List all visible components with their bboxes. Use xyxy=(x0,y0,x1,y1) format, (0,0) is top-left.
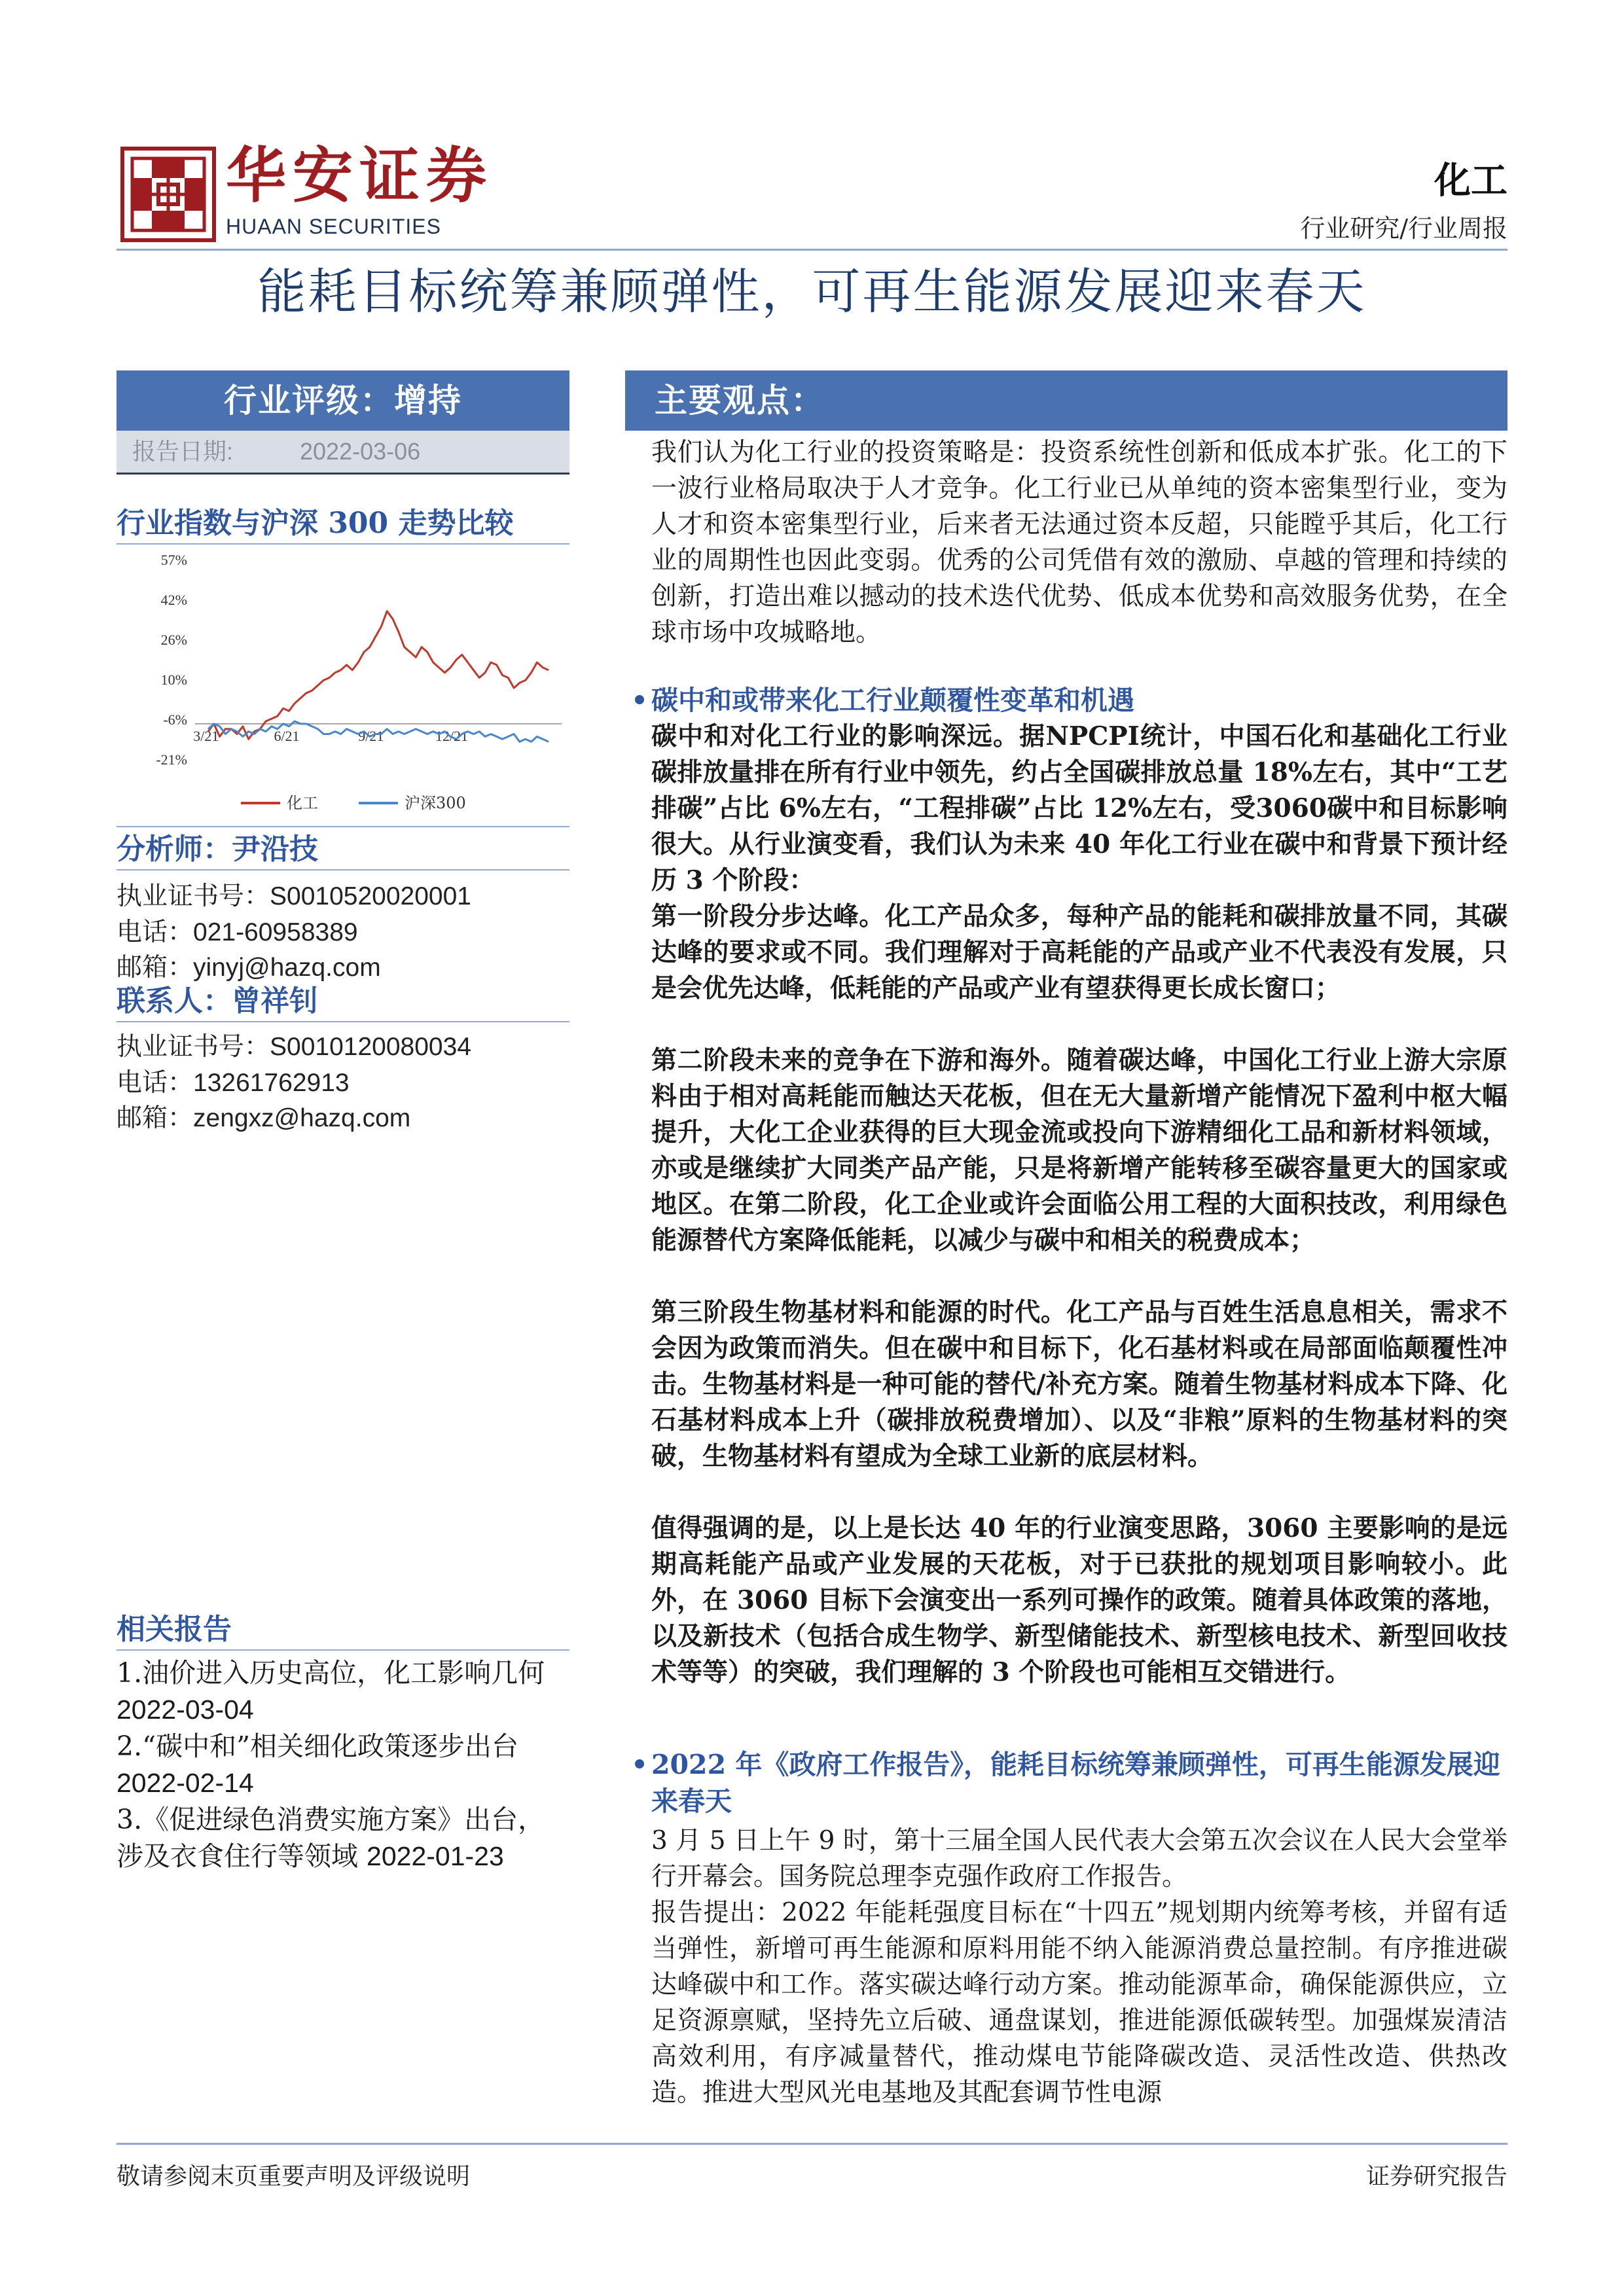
related-report-2-title: 2.“碳中和”相关细化政策逐步出台 xyxy=(117,1731,519,1762)
contact-heading-rule xyxy=(117,1021,569,1022)
index-comparison-chart xyxy=(117,543,569,818)
x-tick-label: 12/21 xyxy=(435,727,469,744)
bullet-1-icon xyxy=(635,695,644,704)
bullet-2-icon xyxy=(635,1759,644,1768)
related-report-3[interactable] xyxy=(117,1801,569,1874)
related-report-2[interactable] xyxy=(117,1728,569,1801)
contact-phone: 电话：13261762913 xyxy=(117,1069,350,1097)
related-report-1-title: 1.油价进入历史高位，化工影响几何 xyxy=(117,1657,545,1689)
logo-english-name: HUAAN SECURITIES xyxy=(226,215,441,238)
intro-paragraph: 我们认为化工行业的投资策略是：投资系统性创新和低成本扩张。化工的下一波行业格局取决于人才竞争。化工行业已从单纯的资本密集型行业，变为人才和资本密集型行业，后来者无法通过资本反超，只能瞠乎其后，化工行业的周期性也因此变弱。优秀的公司凭借有效的激励、卓越的管理和持续的创新，打造出难以撼动的技术迭代优势、低成本优势和高效服务优势，在全球市场中攻城略地。 xyxy=(651,438,1507,647)
legend-label: 化工 xyxy=(287,794,318,812)
industry-rating: 行业评级：增持 xyxy=(117,370,569,431)
bullet-2-para-1: 3 月 5 日上午 9 时，第十三届全国人民代表大会第五次会议在人民大会堂举行开幕会。国务院总理李克强作政府工作报告。 xyxy=(651,1826,1507,1892)
report-title: 能耗目标统筹兼顾弹性，可再生能源发展迎来春天 xyxy=(257,264,1367,320)
header-divider xyxy=(117,249,1507,251)
y-tick-label: 26% xyxy=(160,632,187,648)
contact-cert: 执业证书号：S0010120080034 xyxy=(117,1033,471,1061)
report-date-row xyxy=(117,431,569,475)
analyst-email[interactable]: 邮箱：yinyj@hazq.com xyxy=(117,954,381,982)
analyst-top-rule xyxy=(117,826,569,827)
huaan-logo-icon xyxy=(120,147,216,242)
bullet-2-title: 2022 年《政府工作报告》，能耗目标统筹兼顾弹性，可再生能源发展迎来春天 xyxy=(651,1749,1500,1817)
y-tick-label: -21% xyxy=(156,751,187,768)
y-tick-label: 57% xyxy=(160,552,187,568)
x-tick-label: 3/21 xyxy=(193,727,219,744)
report-date-label: 报告日期: xyxy=(132,438,234,465)
contact-email[interactable]: 邮箱：zengxz@hazq.com xyxy=(117,1104,411,1132)
bullet-2-para-2: 报告提出：2022 年能耗强度目标在“十四五”规划期内统筹考核，并留有适当弹性，新增可再生能源和原料用能不纳入能源消费总量控制。有序推进碳达峰碳中和工作。落实碳达峰行动方案。推动能源革命，确保能源供应，立足资源禀赋，坚持先立后破、通盘谋划，推进能源低碳转型。加强煤炭清洁高效利用，有序减量替代，推动煤电节能降碳改造、灵活性改造、供热改造。推进大型风光电基地及其配套调节性电源 xyxy=(651,1898,1507,2108)
x-tick-label: 9/21 xyxy=(358,727,384,744)
y-tick-label: -6% xyxy=(163,711,187,728)
related-report-1-date: 2022-03-04 xyxy=(117,1695,254,1725)
analyst-heading-rule xyxy=(117,869,569,870)
bullet-1-para-3: 第二阶段未来的竞争在下游和海外。随着碳达峰，中国化工行业上游大宗原料由于相对高耗能而触达天花板，但在无大量新增产能情况下盈利中枢大幅提升，大化工企业获得的巨大现金流或投向下游精细化工品和新材料领域，亦或是继续扩大同类产品产能，只是将新增产能转移至碳容量更大的国家或地区。在第二阶段，化工企业或许会面临公用工程的大面积技改，利用绿色能源替代方案降低能耗，以减少与碳中和相关的税费成本； xyxy=(651,1045,1507,1255)
x-tick-label: 6/21 xyxy=(274,727,300,744)
logo-chinese-name: 华安证券 xyxy=(226,140,494,211)
related-reports-heading: 相关报告 xyxy=(117,1613,232,1646)
bullet-1-title: 碳中和或带来化工行业颠覆性变革和机遇 xyxy=(651,685,1134,716)
related-report-3-date: 2022-01-23 xyxy=(367,1841,504,1871)
bullet-1-para-2: 第一阶段分步达峰。化工产品众多，每种产品的能耗和碳排放量不同，其碳达峰的要求或不同。我们理解对于高耗能的产品或产业不代表没有发展，只是会优先达峰，低耗能的产品或产业有望获得更长成长窗口； xyxy=(651,901,1507,1003)
bullet-1-para-4: 第三阶段生物基材料和能源的时代。化工产品与百姓生活息息相关，需求不会因为政策而消失。但在碳中和目标下，化石基材料或在局部面临颠覆性冲击。生物基材料是一种可能的替代/补充方案。随着生物基材料成本下降、化石基材料成本上升（碳排放税费增加）、以及“非粮”原料的生物基材料的突破，生物基材料有望成为全球工业新的底层材料。 xyxy=(651,1297,1507,1471)
chart-svg xyxy=(117,543,569,818)
related-report-1[interactable] xyxy=(117,1655,569,1728)
related-reports-rule xyxy=(117,1649,569,1651)
footer-report-label: 证券研究报告 xyxy=(1365,2163,1507,2190)
sector-label: 化工 xyxy=(1434,159,1507,202)
contact-heading: 联系人：曾祥钊 xyxy=(117,984,318,1018)
analyst-heading: 分析师：尹沿技 xyxy=(117,833,318,866)
bullet-1-para-5: 值得强调的是，以上是长达 40 年的行业演变思路，3060 主要影响的是远期高耗能产品或产业发展的天花板，对于已获批的规划项目影响较小。此外，在 3060 目标下会演变出一系列可操作的政策。随着具体政策的落地，以及新技术（包括合成生物学、新型储能技术、新型核电技术、新型回收技术等等）的突破，我们理解的 3 个阶段也可能相互交错进行。 xyxy=(651,1513,1507,1687)
report-type: 行业研究/行业周报 xyxy=(1300,214,1507,243)
footer-disclaimer: 敬请参阅末页重要声明及评级说明 xyxy=(117,2163,471,2190)
bullet-1-para-1: 碳中和对化工行业的影响深远。据NPCPI统计，中国石化和基础化工行业碳排放量排在所有行业中领先，约占全国碳排放总量 18%左右，其中“工艺排碳”占比 6%左右，“工程排碳”占比 12%左右，受3060碳中和目标影响很大。从行业演变看，我们认为未来 40 年化工行业在碳中和背景下预计经历 3 个阶段： xyxy=(651,721,1507,895)
footer-divider xyxy=(117,2143,1507,2145)
report-date-value: 2022-03-06 xyxy=(300,438,421,465)
analyst-phone: 电话：021-60958389 xyxy=(117,918,358,946)
analyst-cert: 执业证书号：S0010520020001 xyxy=(117,882,471,910)
y-tick-label: 10% xyxy=(160,672,187,688)
legend-label: 沪深300 xyxy=(405,794,466,812)
y-tick-label: 42% xyxy=(160,592,187,608)
series-line-chemical xyxy=(208,611,549,740)
main-views-heading: 主要观点： xyxy=(625,370,1507,431)
related-report-3-title: 3.《促进绿色消费实施方案》出台，涉及衣食住行等领域 xyxy=(117,1804,545,1872)
chart-title: 行业指数与沪深 300 走势比较 xyxy=(117,507,514,540)
related-report-2-date: 2022-02-14 xyxy=(117,1768,254,1798)
